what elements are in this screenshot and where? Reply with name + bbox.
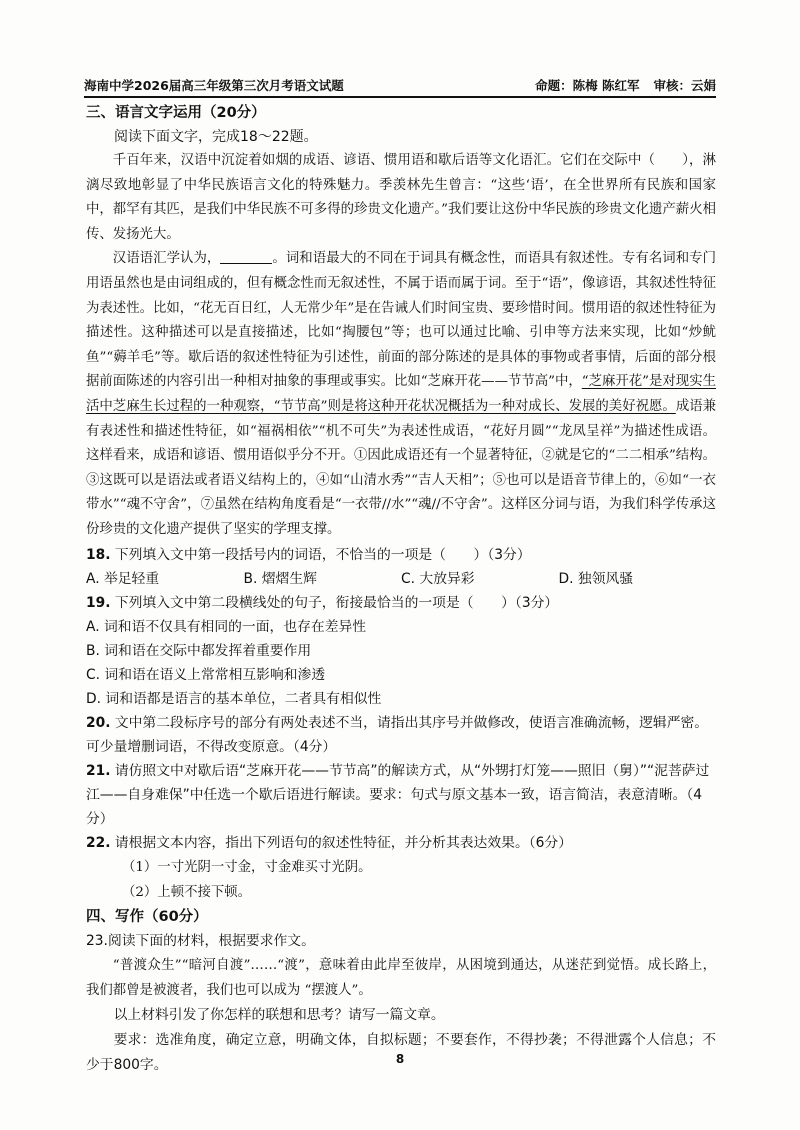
q20-stem: 文中第二段标序号的部分有两处表述不当，请指出其序号并做修改，使语言准确流畅，逻辑严密。可少量增删词语，不得改变原意。（4分）	[86, 714, 709, 755]
para2-part-b: 。词和语最大的不同在于词具有概念性，而语具有叙述性。专有名词和专门用语虽然也是由词组成的，但有概念性而无叙述性，不属于语而属于词。至于“语”，像谚语，其叙述性特征为表述性。比如，“花无百日红，人无常少年”是在告诫人们时间宝贵、要珍惜时间。惯用语的叙述性特征为描述性。这种描述可以是直接描述，比如“掏腰包”等；也可以通过比喻、引申等方法来实现，比如“炒鱿鱼”“薅羊毛”等。歇后语的叙述性特征为引述性，前面的部分陈述的是具体的事物或者事情，后面的部分根据前面陈述的内容引出一种相对抽象的事理或事实。比如“芝麻开花——节节高”中，	[86, 251, 717, 390]
q22-stem: 请根据文本内容，指出下列语句的叙述性特征，并分析其表达效果。（6分）	[114, 834, 573, 851]
page-number: 8	[395, 1052, 405, 1066]
para2-part-c: 成语兼有表述性和描述性特征，如“福祸相依”“机不可失”为表述性成语，“花好月圆”“龙凤呈祥”为描述性成语。这样看来，成语和谚语、惯用语似乎分不开。①因此成语还有一个显著特征，②就是它的“二二相承”结构。③这既可以是语法或者语义结构上的，④如“山清水秀”“吉人天相”；⑤也可以是语音节律上的，⑥如“一衣带水”“魂不守舍”，⑦虽然在结构角度看是“一衣带//水”“魂//不守舍”。这样区分词与语，为我们科学传承这份珍贵的文化遗产提供了坚实的学理支撑。	[86, 398, 716, 537]
reviewer: 审核：云娟	[653, 78, 716, 93]
page-header	[84, 74, 716, 98]
para2-part-a: 汉语语汇学认为，	[112, 251, 221, 267]
q19-option-d[interactable]: D. 词和语都是语言的基本单位，二者具有相似性	[86, 690, 382, 707]
question-20	[86, 711, 716, 759]
section-3-heading: 三、语言文字运用（20分）	[86, 105, 266, 121]
q18-options	[86, 567, 716, 591]
q19-option-b[interactable]: B. 词和语在交际中都发挥着重要作用	[86, 642, 312, 659]
q22-number: 22.	[86, 834, 111, 851]
passage-paragraph-2	[86, 247, 716, 542]
reading-instruction: 阅读下面文字，完成18～22题。	[114, 129, 318, 145]
question-19	[86, 591, 716, 615]
q19-option-a[interactable]: A. 词和语不仅具有相同的一面，也存在差异性	[86, 618, 367, 635]
header-credits	[525, 76, 716, 94]
q22-item-1: （1）一寸光阴一寸金，寸金难买寸光阴。	[122, 859, 372, 875]
passage-paragraph-1: 千百年来，汉语中沉淀着如烟的成语、谚语、惯用语和歇后语等文化语汇。它们在交际中（ ），淋漓尽致地彰显了中华民族语言文化的特殊魅力。季羡林先生曾言：“这些‘语’，在全世界所有民族和国家中，都罕有其匹，是我们中华民族不可多得的珍贵文化遗产。”我们要让这份中华民族的珍贵文化遗产薪火相传、发扬光大。	[86, 153, 716, 242]
writing-requirements: 要求：选准角度，确定立意，明确文体，自拟标题；不要套作，不得抄袭；不得泄露个人信息；不少于800字。	[86, 1031, 716, 1073]
underlined-sentence: “芝麻开花”是对现实生活中芝麻生长过程的一种观察，“节节高”则是将这种开花状况概括为一种对成长、发展的美好祝愿。	[86, 374, 716, 414]
q18-option-a[interactable]: A. 举足轻重	[86, 570, 160, 587]
q18-option-d[interactable]: D. 独领风骚	[558, 570, 634, 587]
q20-number: 20.	[86, 714, 111, 731]
question-18	[86, 543, 716, 567]
q19-stem: 下列填入文中第二段横线处的句子，衔接最恰当的一项是（ ）（3分）	[114, 594, 559, 611]
exam-title: 海南中学2026届高三年级第三次月考语文试题	[84, 78, 344, 93]
question-22	[86, 831, 716, 855]
q18-option-c[interactable]: C. 大放异彩	[401, 570, 475, 587]
q21-stem: 请仿照文中对歇后语“芝麻开花——节节高”的解读方式，从“外甥打灯笼——照旧（舅）”“泥菩萨过江——自身难保”中任选一个歇后语进行解读。要求：句式与原文基本一致，语言简洁，表意清晰。（4分）	[86, 762, 710, 827]
answer-blank	[220, 249, 272, 264]
question-23: 23.阅读下面的材料，根据要求作文。	[86, 932, 315, 949]
writing-prompt: 以上材料引发了你怎样的联想和思考？请写一篇文章。	[113, 1006, 445, 1023]
q18-number: 18.	[86, 546, 111, 563]
setters: 命题：陈梅 陈红军	[535, 78, 640, 93]
writing-material: “普渡众生”“暗河自渡”……“渡”，意味着由此岸至彼岸，从困境到通达，从迷茫到觉悟。成长路上，我们都曾是被渡者，我们也可以成为 “摆渡人”。	[86, 957, 716, 998]
page-content	[86, 101, 716, 1078]
q22-item-2: （2）上顿不接下顿。	[122, 884, 252, 900]
section-4-heading: 四、写作（60分）	[86, 908, 208, 925]
q19-option-c[interactable]: C. 词和语在语义上常常相互影响和渗透	[86, 666, 326, 683]
question-21	[86, 759, 716, 831]
q19-number: 19.	[86, 594, 111, 611]
q18-stem: 下列填入文中第一段括号内的词语，不恰当的一项是（ ）（3分）	[114, 546, 531, 563]
q21-number: 21.	[86, 762, 111, 779]
q18-option-b[interactable]: B. 熠熠生辉	[243, 570, 317, 587]
